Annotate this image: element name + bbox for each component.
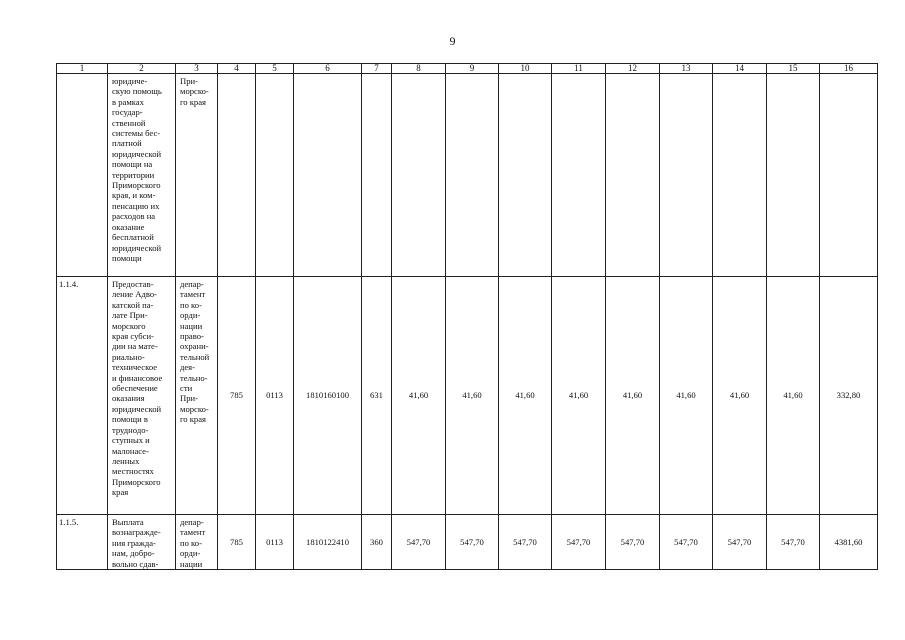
executor-line: депар- (180, 279, 204, 289)
cell-col-6: 1810160100 (294, 277, 362, 515)
name-line: оказания (112, 393, 145, 404)
executor-line: го края (180, 414, 206, 425)
name-line: платной (112, 138, 142, 149)
cell-col-8 (392, 74, 446, 277)
executor-line: дея- (180, 362, 196, 373)
name-line: дии на мате- (112, 341, 158, 352)
executor-line: депар- (180, 517, 204, 527)
name-line: малонасе- (112, 445, 149, 456)
row-code (57, 74, 108, 277)
name-line: юридической (112, 242, 162, 253)
cell-col-6 (294, 74, 362, 277)
name-line: юридиче- (112, 76, 148, 86)
executor-line: по ко- (180, 299, 202, 310)
column-number-16: 16 (820, 64, 878, 74)
cell-col-4: 785 (218, 277, 256, 515)
cell-col-13: 547,70 (660, 515, 713, 570)
executor-line: При- (180, 393, 198, 404)
executor-line: охрани- (180, 341, 209, 352)
cell-col-9: 41,60 (446, 277, 499, 515)
column-number-10: 10 (499, 64, 552, 74)
name-line: помощи в (112, 414, 148, 425)
name-line: нам, добро- (112, 548, 155, 559)
cell-col-7: 360 (362, 515, 392, 570)
executor-line: При- (180, 76, 198, 86)
cell-col-5: 0113 (256, 515, 294, 570)
row-executor (176, 277, 218, 515)
cell-col-13 (660, 74, 713, 277)
name-line: пенсацию их (112, 200, 160, 211)
executor-line: по ко- (180, 537, 202, 548)
executor-line: тамент (180, 527, 206, 538)
cell-col-5: 0113 (256, 277, 294, 515)
column-number-5: 5 (256, 64, 294, 74)
cell-col-12: 547,70 (606, 515, 660, 570)
column-number-3: 3 (176, 64, 218, 74)
cell-col-8: 547,70 (392, 515, 446, 570)
column-number-4: 4 (218, 64, 256, 74)
row-executor (176, 515, 218, 570)
cell-col-11: 41,60 (552, 277, 606, 515)
executor-line: го края (180, 96, 206, 107)
cell-col-10 (499, 74, 552, 277)
cell-col-15: 547,70 (767, 515, 820, 570)
name-line: ступных и (112, 435, 150, 446)
cell-col-9 (446, 74, 499, 277)
name-line: помощи на (112, 159, 153, 170)
name-line: вознагражде- (112, 527, 161, 538)
name-line: ственной (112, 117, 146, 128)
name-line: края (112, 487, 129, 498)
name-line: морского (112, 320, 146, 331)
cell-col-11: 547,70 (552, 515, 606, 570)
executor-line: нации (180, 558, 203, 569)
name-line: риально- (112, 351, 145, 362)
cell-col-15: 41,60 (767, 277, 820, 515)
executor-line: тельной (180, 351, 210, 362)
name-line: в рамках (112, 96, 144, 107)
column-number-row (57, 64, 878, 74)
name-line: труднодо- (112, 424, 149, 435)
column-number-1: 1 (57, 64, 108, 74)
row-code: 1.1.4. (57, 277, 108, 515)
executor-line: морско- (180, 403, 209, 414)
row-name (108, 74, 176, 277)
executor-line: тамент (180, 289, 206, 300)
cell-col-6: 1810122410 (294, 515, 362, 570)
name-line: техническое (112, 362, 158, 373)
column-number-12: 12 (606, 64, 660, 74)
name-line: бесплатной (112, 232, 154, 243)
row-code: 1.1.5. (57, 515, 108, 570)
column-number-15: 15 (767, 64, 820, 74)
name-line: и финансовое (112, 372, 163, 383)
cell-col-13: 41,60 (660, 277, 713, 515)
name-line: местностях (112, 466, 154, 477)
executor-line: морско- (180, 86, 209, 97)
cell-col-10: 41,60 (499, 277, 552, 515)
column-number-7: 7 (362, 64, 392, 74)
cell-col-10: 547,70 (499, 515, 552, 570)
column-number-14: 14 (713, 64, 767, 74)
name-line: ния гражда- (112, 537, 156, 548)
cell-col-14 (713, 74, 767, 277)
name-line: края субси- (112, 331, 154, 342)
cell-col-8: 41,60 (392, 277, 446, 515)
name-line: вольно сдав- (112, 558, 159, 569)
cell-col-4 (218, 74, 256, 277)
cell-col-5 (256, 74, 294, 277)
name-line: ление Адво- (112, 289, 157, 300)
name-line: ленных (112, 455, 140, 466)
cell-col-11 (552, 74, 606, 277)
row-name (108, 277, 176, 515)
name-line: государ- (112, 107, 143, 118)
table-row (57, 74, 878, 277)
cell-col-12: 41,60 (606, 277, 660, 515)
name-line: оказание (112, 221, 145, 232)
cell-col-9: 547,70 (446, 515, 499, 570)
row-executor (176, 74, 218, 277)
executor-line: тельно- (180, 372, 208, 383)
column-number-9: 9 (446, 64, 499, 74)
executor-line: сти (180, 383, 193, 394)
column-number-11: 11 (552, 64, 606, 74)
cell-col-16: 4381,60 (820, 515, 878, 570)
column-number-6: 6 (294, 64, 362, 74)
cell-col-16 (820, 74, 878, 277)
name-line: Приморского (112, 180, 161, 191)
page-number: 9 (449, 34, 456, 48)
executor-line: орди- (180, 548, 201, 559)
cell-col-12 (606, 74, 660, 277)
table-row (57, 515, 878, 570)
name-line: системы бес- (112, 128, 161, 139)
cell-col-7 (362, 74, 392, 277)
cell-col-4: 785 (218, 515, 256, 570)
name-line: катской па- (112, 299, 154, 310)
name-line: помощи (112, 252, 142, 263)
cell-col-14: 547,70 (713, 515, 767, 570)
name-line: обеспечение (112, 383, 158, 394)
table-row (57, 277, 878, 515)
row-name (108, 515, 176, 570)
name-line: Выплата (112, 517, 144, 527)
name-line: юридической (112, 148, 162, 159)
column-number-13: 13 (660, 64, 713, 74)
name-line: Предостав- (112, 279, 154, 289)
column-number-2: 2 (108, 64, 176, 74)
executor-line: орди- (180, 310, 201, 321)
executor-line: право- (180, 331, 204, 342)
name-line: расходов на (112, 211, 156, 222)
name-line: территории (112, 169, 155, 180)
name-line: скую помощь (112, 86, 162, 97)
executor-line: нации (180, 320, 203, 331)
cell-col-7: 631 (362, 277, 392, 515)
name-line: Приморского (112, 476, 161, 487)
name-line: юридической (112, 403, 162, 414)
column-number-8: 8 (392, 64, 446, 74)
name-line: края, и ком- (112, 190, 156, 201)
cell-col-16: 332,80 (820, 277, 878, 515)
cell-col-14: 41,60 (713, 277, 767, 515)
cell-col-15 (767, 74, 820, 277)
name-line: лате При- (112, 310, 148, 321)
budget-table (56, 63, 878, 570)
